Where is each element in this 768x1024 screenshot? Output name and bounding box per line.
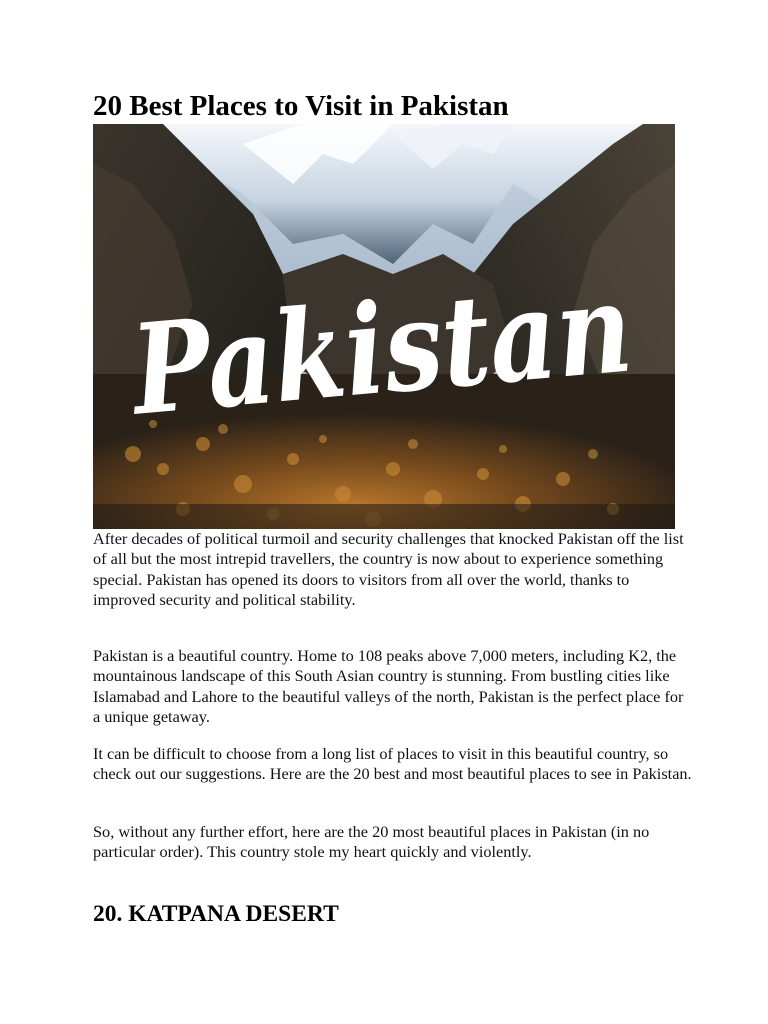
closing-paragraph: So, without any further effort, here are the 20 most beautiful places in Pakistan (in no particular order). This country stole my heart quickly and violently. bbox=[93, 822, 650, 862]
section-heading-katpana: 20. KATPANA DESERT bbox=[93, 901, 339, 927]
country-paragraph: Pakistan is a beautiful country. Home to 108 peaks above 7,000 meters, including K2, the mountainous landscape of this South Asian country is stunning. From bustling cities like Islamabad and Lahore to the beautiful valleys of the north, Pakistan is the perfect place for a unique getaway. bbox=[93, 646, 684, 726]
hero-image bbox=[93, 124, 738, 529]
page-title: 20 Best Places to Visit in Pakistan bbox=[93, 90, 509, 122]
intro-paragraph: After decades of political turmoil and security challenges that knocked Pakistan off the list of all but the most intrepid travellers, the country is now about to experience something special. Pakistan has opened its doors to visitors from all over the world, thanks to improved security and political stability. bbox=[93, 529, 684, 609]
suggestions-paragraph: It can be difficult to choose from a long list of places to visit in this beautiful country, so check out our suggestions. Here are the 20 best and most beautiful places to see in Pakistan. bbox=[93, 744, 692, 784]
hero-overlay-text: Pakistan bbox=[126, 246, 738, 444]
mountain-valley-photo-icon bbox=[93, 124, 738, 529]
